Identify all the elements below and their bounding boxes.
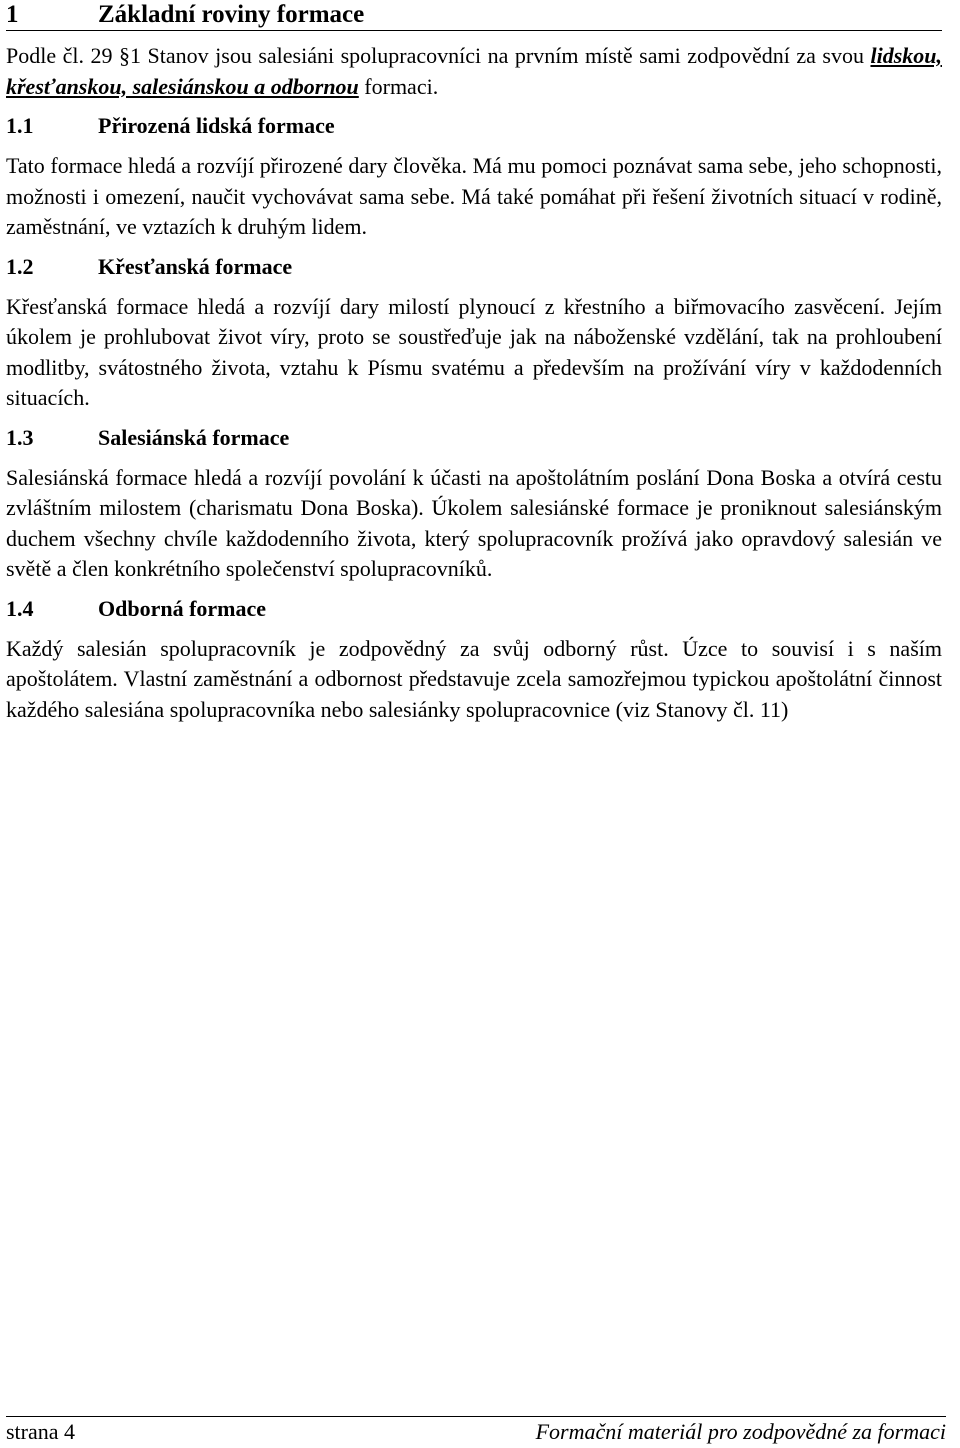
footer-page-number: strana 4 <box>6 1419 76 1444</box>
intro-paragraph <box>6 41 942 102</box>
section-heading <box>6 252 942 282</box>
section-number: 1.3 <box>6 424 34 450</box>
document-page <box>6 0 942 725</box>
page-footer <box>6 1416 946 1445</box>
section-text: Salesiánská formace hledá a rozvíjí povolání k účasti na apoštolátním poslání Dona Boska a otvírá cestu zvláštním milostem (charismatu Dona Boska). Úkolem salesiánské formace je proniknout salesiánským duchem všechny chvíle každodenního života, který spolupracovník prožívá jako opravdový salesián ve světě a člen konkrétního společenství spolupracovníků. <box>6 464 942 581</box>
section-text: Každý salesián spolupracovník je zodpovědný za svůj odborný růst. Úzce to souvisí i s naším apoštolátem. Vlastní zaměstnání a odbornost představuje zcela samozřejmou typickou apoštolátní činnost každého salesiána spolupracovníka nebo salesiánky spolupracovnice (viz Stanovy čl. 11) <box>6 635 942 722</box>
chapter-heading <box>6 0 942 31</box>
chapter-title: Základní roviny formace <box>98 1 365 28</box>
footer-publication-title: Formační materiál pro zodpovědné za formaci <box>535 1419 946 1444</box>
section-title: Přirozená lidská formace <box>98 113 335 138</box>
section-professional-formation <box>6 594 942 726</box>
section-human-formation <box>6 111 942 243</box>
section-title: Salesiánská formace <box>98 424 290 450</box>
section-heading <box>6 423 942 453</box>
section-number: 1.4 <box>6 595 34 621</box>
section-text: Křesťanská formace hledá a rozvíjí dary milostí plynoucí z křestního a biřmovacího zasvěcení. Jejím úkolem je prohlubovat život víry, proto se soustřeďuje jak na náboženské vzdělání, tak na prohloubení modlitby, svátostného života, vztahu k Písmu svatému a především na prožívání víry v každodenních situacích. <box>6 293 942 410</box>
section-title: Křesťanská formace <box>98 253 293 279</box>
section-text: Tato formace hledá a rozvíjí přirozené dary člověka. Má mu pomoci poznávat sama sebe, jeho schopnosti, možnosti i omezení, naučit vychovávat sama sebe. Má také pomáhat při řešení životních situací v rodině, zaměstnání, ve vztazích k druhým lidem. <box>6 153 942 239</box>
section-number: 1.1 <box>6 113 34 138</box>
section-christian-formation <box>6 252 942 414</box>
intro-emphasis: lidskou, křesťanskou, salesiánskou a odbornou <box>6 43 942 99</box>
section-number: 1.2 <box>6 253 34 279</box>
intro-text-before: Podle čl. 29 §1 Stanov jsou salesiáni spolupracovníci na prvním místě sami zodpovědní za svou <box>6 43 871 68</box>
intro-text-after: formaci. <box>358 73 439 99</box>
chapter-number: 1 <box>6 1 19 28</box>
section-heading <box>6 594 942 624</box>
section-title: Odborná formace <box>98 595 267 621</box>
section-salesian-formation <box>6 423 942 585</box>
section-heading <box>6 111 942 141</box>
